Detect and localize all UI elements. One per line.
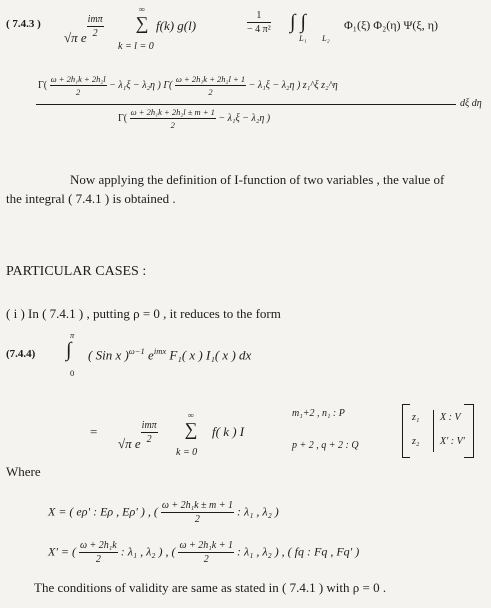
den-gamma-inner: $\frac{\text{ω + 2h₁k + 2h₂l ± m + 1}}{2}$ <box>130 107 215 130</box>
equation-label-744: (7.4.4) <box>6 348 36 360</box>
rhs-sqrt-pi: √π e $^{\frac{\text{imπ}}{2}}$ <box>118 420 157 451</box>
coefficient-fraction: $\frac{1}{\text{− 4 π²}}$ <box>247 10 271 35</box>
definition-x-prime-frac1: $\frac{\text{ω + 2h₁k}}{2}$ <box>80 540 117 565</box>
paragraph-line-1: Now applying the definition of I-function of two variables , the value of <box>70 172 445 187</box>
contour-l1: L₁ <box>299 33 307 43</box>
sin-term: ( Sin x ) <box>88 347 129 363</box>
summand: f(k) g(l) <box>156 18 197 33</box>
rhs-equals: = <box>90 424 98 439</box>
lhs-term: √π e <box>64 30 87 45</box>
gamma-fraction-denominator: Γ( $\frac{\text{ω + 2h₁k + 2h₂l ± m + 1}}{2}$ − λ₁ξ − λ₂η ) <box>118 107 271 130</box>
arg-z1: z₁ <box>412 412 420 423</box>
where-label: Where <box>6 464 41 479</box>
bracket-mask-bottom <box>410 454 464 458</box>
i-function-lower-index: p + 2 , q + 2 : Q <box>292 440 359 451</box>
rhs-sum-lower: k = 0 <box>176 447 198 458</box>
paragraph-line-2: the integral ( 7.4.1 ) is obtained . <box>6 191 176 206</box>
i-function-upper-index: m₁+2 , n₁ : P <box>292 408 345 419</box>
equation-label-743: ( 7.4.3 ) <box>6 18 41 30</box>
integrand-rest: F₁( x ) I₁( x ) dx <box>169 347 252 363</box>
integrand: ( Sin x )$^{\omega-1}$ $e^{imx}$ F₁( x ) I₁( x ) dx <box>88 346 252 363</box>
bracket-mask-top <box>410 402 464 406</box>
integral-upper-limit: π <box>70 330 75 340</box>
rhs-summation: ∞ ∑ <box>184 410 198 439</box>
section-heading: PARTICULAR CASES : <box>6 264 147 279</box>
definition-x-prime-frac2: $\frac{\text{ω + 2h₁k + 1}}{2}$ <box>179 540 233 565</box>
double-integral: ∫ ∫ <box>290 11 306 33</box>
phi-psi-terms: Φ₁(ξ) Φ₂(η) Ψ(ξ, η) <box>344 18 438 32</box>
arg-row1: X : V <box>440 412 461 423</box>
bracket-divider <box>433 410 434 452</box>
sqrt-pi-exponential <box>64 14 104 46</box>
sum-upper-limit: ∞ <box>138 4 146 14</box>
num-gamma2-inner: $\frac{\text{ω + 2h₁k + 2h₂l + 1}}{2}$ <box>175 74 246 97</box>
gamma-fraction-numerator: Γ( $\frac{\text{ω + 2h₁k + 2h₂l}}{2}$ − λ₁ξ − λ₂η ) Γ( $\frac{\text{ω + 2h₁k + 2h₂l + 1}}{2}$ − λ₁ξ − λ₂η ) z₁^ξ z₂^η <box>38 74 338 97</box>
definition-x: X = ( eρ' : Eρ , Eρ' ) , ( $\frac{\text{ω + 2h₁k ± m + 1}}{2}$ : λ₁ , λ₂ ) <box>48 500 279 525</box>
definition-x-prime: X' = ( $\frac{\text{ω + 2h₁k}}{2}$ : λ₁ , λ₂ ) , ( $\frac{\text{ω + 2h₁k + 1}}{2}$ : λ₁ , λ₂ ) , ( fq : Fq , Fq' ) <box>48 540 360 565</box>
main-fraction-bar <box>36 104 456 105</box>
integral-lower-limit: 0 <box>70 368 75 378</box>
rhs-summand: f( k ) I <box>212 424 245 439</box>
num-gamma1-inner: $\frac{\text{ω + 2h₁k + 2h₂l}}{2}$ <box>50 74 106 97</box>
contour-l2: L₂ <box>322 33 330 43</box>
integral-symbol: ∫ <box>66 339 72 361</box>
sum-symbol: ∑ <box>135 13 149 33</box>
arg-row2: X' : V' <box>440 436 465 447</box>
sum-lower-limit: k = l = 0 <box>118 41 154 52</box>
validity-conditions: The conditions of validity are same as stated in ( 7.4.1 ) with ρ = 0 . <box>34 580 387 595</box>
differential-tail: dξ dη <box>460 98 482 109</box>
definition-x-fraction: $\frac{\text{ω + 2h₁k ± m + 1}}{2}$ <box>161 500 233 525</box>
exponent-fraction: imπ 2 <box>87 14 103 39</box>
case-i-text: ( i ) In ( 7.4.1 ) , putting ρ = 0 , it reduces to the form <box>6 306 281 321</box>
arg-z2: z₂ <box>412 436 420 447</box>
exp-term: e <box>148 347 154 363</box>
